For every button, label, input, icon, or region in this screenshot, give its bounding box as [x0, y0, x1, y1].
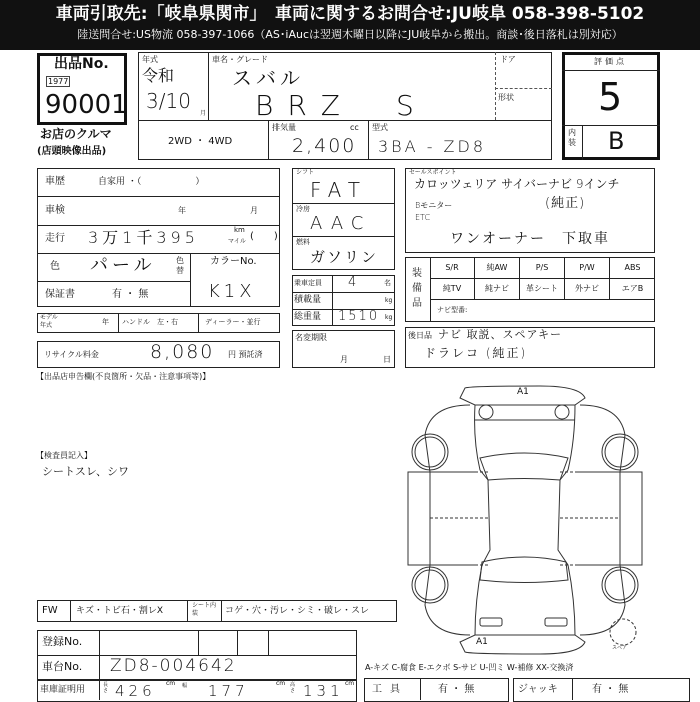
inspection-year: 年 [178, 206, 186, 215]
history-label: 車歴 [45, 176, 65, 187]
cc-unit: cc [350, 123, 359, 132]
sales-point-line: (純正) [545, 196, 586, 211]
later-item: ドラレコ (純正) [424, 346, 528, 360]
rear-window [480, 557, 568, 583]
left-side-sill [408, 472, 430, 565]
seats-label: 乗車定員 [294, 279, 322, 287]
windshield-condition: キズ・トビ石・割レX [76, 606, 163, 616]
shop-car-sub: (店頭映像出品) [37, 146, 107, 157]
shop-car-label: お店のクルマ [40, 127, 112, 141]
lot-number: 90001 [45, 90, 128, 120]
warranty-value: 有 ・ 無 [112, 289, 149, 300]
car-damage-diagram [390, 380, 700, 660]
year-month: 3/10 [146, 89, 191, 113]
type-label: 型式 [372, 123, 388, 132]
equipment-item: ABS [610, 257, 655, 279]
equipment-item: P/S [520, 257, 565, 279]
chassis-label: 車台No. [42, 660, 83, 673]
weight-unit: kg [385, 314, 393, 321]
sales-point-line: ワンオーナー 下取車 [450, 231, 610, 247]
height-unit: cm [345, 680, 355, 687]
taillight [480, 618, 502, 626]
inspector-notes: シートスレ、シワ [42, 465, 130, 478]
load-label: 積載量 [294, 295, 322, 305]
width-unit: cm [276, 680, 286, 687]
fuel-label: 燃料 [296, 238, 310, 246]
headlight [555, 405, 569, 419]
fuel: ガソリン [310, 248, 379, 266]
fw-label: FW [42, 605, 58, 616]
sales-point-line: カロッツェリア サイバーナビ 9インチ [414, 177, 620, 191]
score-label: 評価点 [594, 57, 627, 66]
seats: 4 [348, 275, 361, 290]
equipment-item: 純TV [430, 279, 475, 301]
warranty-label: 保証書 [45, 289, 75, 300]
spare-label: スペア [612, 645, 628, 651]
displacement: 2,400 [292, 135, 357, 157]
door-label: ドア [500, 55, 516, 64]
weight-label: 総重量 [294, 312, 322, 322]
tools-label: 工具 [372, 684, 408, 695]
model-year-unit: 年 [102, 318, 109, 326]
jack-label: ジャッキ [518, 684, 558, 695]
history-value: 自家用 ・（ ） [98, 177, 205, 187]
front-bumper-damage: A1 [517, 387, 529, 397]
color-change-label: 色替 [176, 256, 184, 275]
shift-label: シフト [296, 169, 315, 176]
transport-contact: 陸送問合せ:US物流 058-397-1066（AS･iAucは翌週木曜日以降にJU岐阜から搬出。商談･後日落札は別対応） [77, 28, 623, 41]
dealer-import: ディーラー・並行 [205, 318, 261, 326]
seller-notes-label: 【出品店申告欄(不良箇所・欠品・注意事項等)】 [36, 372, 211, 381]
maker: スバル [232, 66, 304, 90]
name-change-label: 名変期限 [295, 333, 327, 342]
sales-point-line: ETC [415, 213, 431, 222]
width-label: 幅 [182, 683, 188, 689]
shape-label: 形状 [498, 93, 514, 102]
ac: AAC [310, 213, 372, 234]
name-change-day: 日 [383, 355, 391, 364]
era: 令和 [142, 66, 175, 85]
equipment-item: 外ナビ [565, 279, 610, 301]
overall-score: 5 [598, 75, 623, 119]
lot-box [37, 53, 127, 125]
recycle-fee: 8,080 [150, 341, 215, 363]
right-side-sill [620, 472, 642, 565]
drive-type: 2WD ・ 4WD [168, 136, 233, 147]
equipment-item: 純ナビ [475, 279, 520, 301]
seat-label: シート内装 [192, 602, 217, 617]
color-label: 色 [50, 261, 60, 272]
lot-sub: 1977 [48, 77, 69, 86]
car-body [475, 405, 575, 635]
model-year-label: モデル年式 [40, 314, 58, 329]
width: 177 [208, 682, 249, 700]
wheel [602, 567, 638, 603]
tools-value: 有 ・ 無 [438, 684, 475, 695]
ac-label: 冷房 [296, 205, 310, 213]
seat-condition: コゲ・穴・汚レ・シミ・破レ・スレ [225, 606, 370, 616]
interior-score: B [608, 127, 625, 155]
gross-weight: 1510 [338, 309, 380, 324]
model-grade: BRZ S [255, 89, 428, 122]
garage-label: 車庫証明用 [40, 685, 86, 695]
recycle-label: リサイクル料金 [44, 350, 99, 359]
wheel [602, 434, 638, 470]
mile-unit: マイル [228, 238, 246, 245]
sales-point-label: セールスポイント [409, 169, 457, 176]
windshield [480, 453, 568, 480]
displacement-label: 排気量 [272, 123, 296, 132]
inspector-notes-label: 【検査員記入】 [36, 451, 92, 460]
equipment-item: P/W [565, 257, 610, 279]
name-change-month: 月 [340, 355, 348, 364]
taillight [545, 618, 567, 626]
month-unit: 月 [200, 110, 207, 117]
height: 131 [303, 682, 344, 700]
name-label: 車名・グレード [212, 55, 268, 64]
rear-bumper-damage: A1 [476, 637, 488, 647]
shift: FAT [310, 178, 369, 202]
mileage-note: ( ) [250, 231, 278, 242]
later-item: ナビ 取説、スペアキー [438, 328, 563, 341]
header-banner [0, 0, 700, 50]
length-unit: cm [166, 680, 176, 687]
chassis-number: ZD8-004642 [110, 656, 237, 676]
year-label: 年式 [142, 55, 158, 64]
left-front-fender [425, 405, 475, 472]
equipment-item: S/R [430, 257, 475, 279]
length-label: 長さ [103, 682, 109, 694]
navi-model-label: ナビ型番: [437, 306, 468, 314]
color-no: K1X [208, 281, 256, 302]
model-type: 3BA - ZD8 [378, 137, 487, 156]
km-unit: km [234, 226, 245, 234]
spare-tire [610, 619, 636, 645]
handle-side: ハンドル 左・右 [122, 318, 178, 326]
equipment-label: 装備品 [412, 268, 422, 309]
registration-label: 登録No. [42, 635, 83, 648]
mileage: 3万1千395 [88, 228, 199, 247]
jack-value: 有 ・ 無 [592, 684, 629, 695]
inspection-month: 月 [250, 206, 258, 215]
load-unit: kg [385, 297, 393, 304]
length: 426 [115, 682, 156, 700]
later-items-label: 後日品 [408, 331, 432, 340]
sales-point-line: Bモニター [415, 201, 453, 210]
recycle-unit: 円 預託済 [228, 350, 263, 359]
equipment-item: 革シート [520, 279, 565, 301]
color: パール [90, 255, 156, 276]
seats-unit: 名 [384, 279, 391, 287]
wheel [412, 567, 448, 603]
mileage-label: 走行 [45, 233, 65, 244]
wheel [412, 434, 448, 470]
right-front-fender [575, 405, 625, 472]
headlight [479, 405, 493, 419]
color-no-label: カラーNo. [210, 256, 257, 267]
inspection-label: 車検 [45, 205, 65, 216]
equipment-item: 純AW [475, 257, 520, 279]
lot-label: 出品No. [54, 56, 109, 72]
equipment-item: エアB [610, 279, 655, 301]
damage-legend: A-キズ C-腐食 E-エクボ S-サビ U-凹ミ W-補修 XX-交換済 [365, 663, 574, 672]
height-label: 高さ [290, 682, 296, 694]
interior-label: 内装 [568, 128, 576, 147]
pickup-contact: 車両引取先:「岐阜県関市」 車両に関するお問合せ:JU岐阜 058-398-5102 [55, 4, 645, 24]
